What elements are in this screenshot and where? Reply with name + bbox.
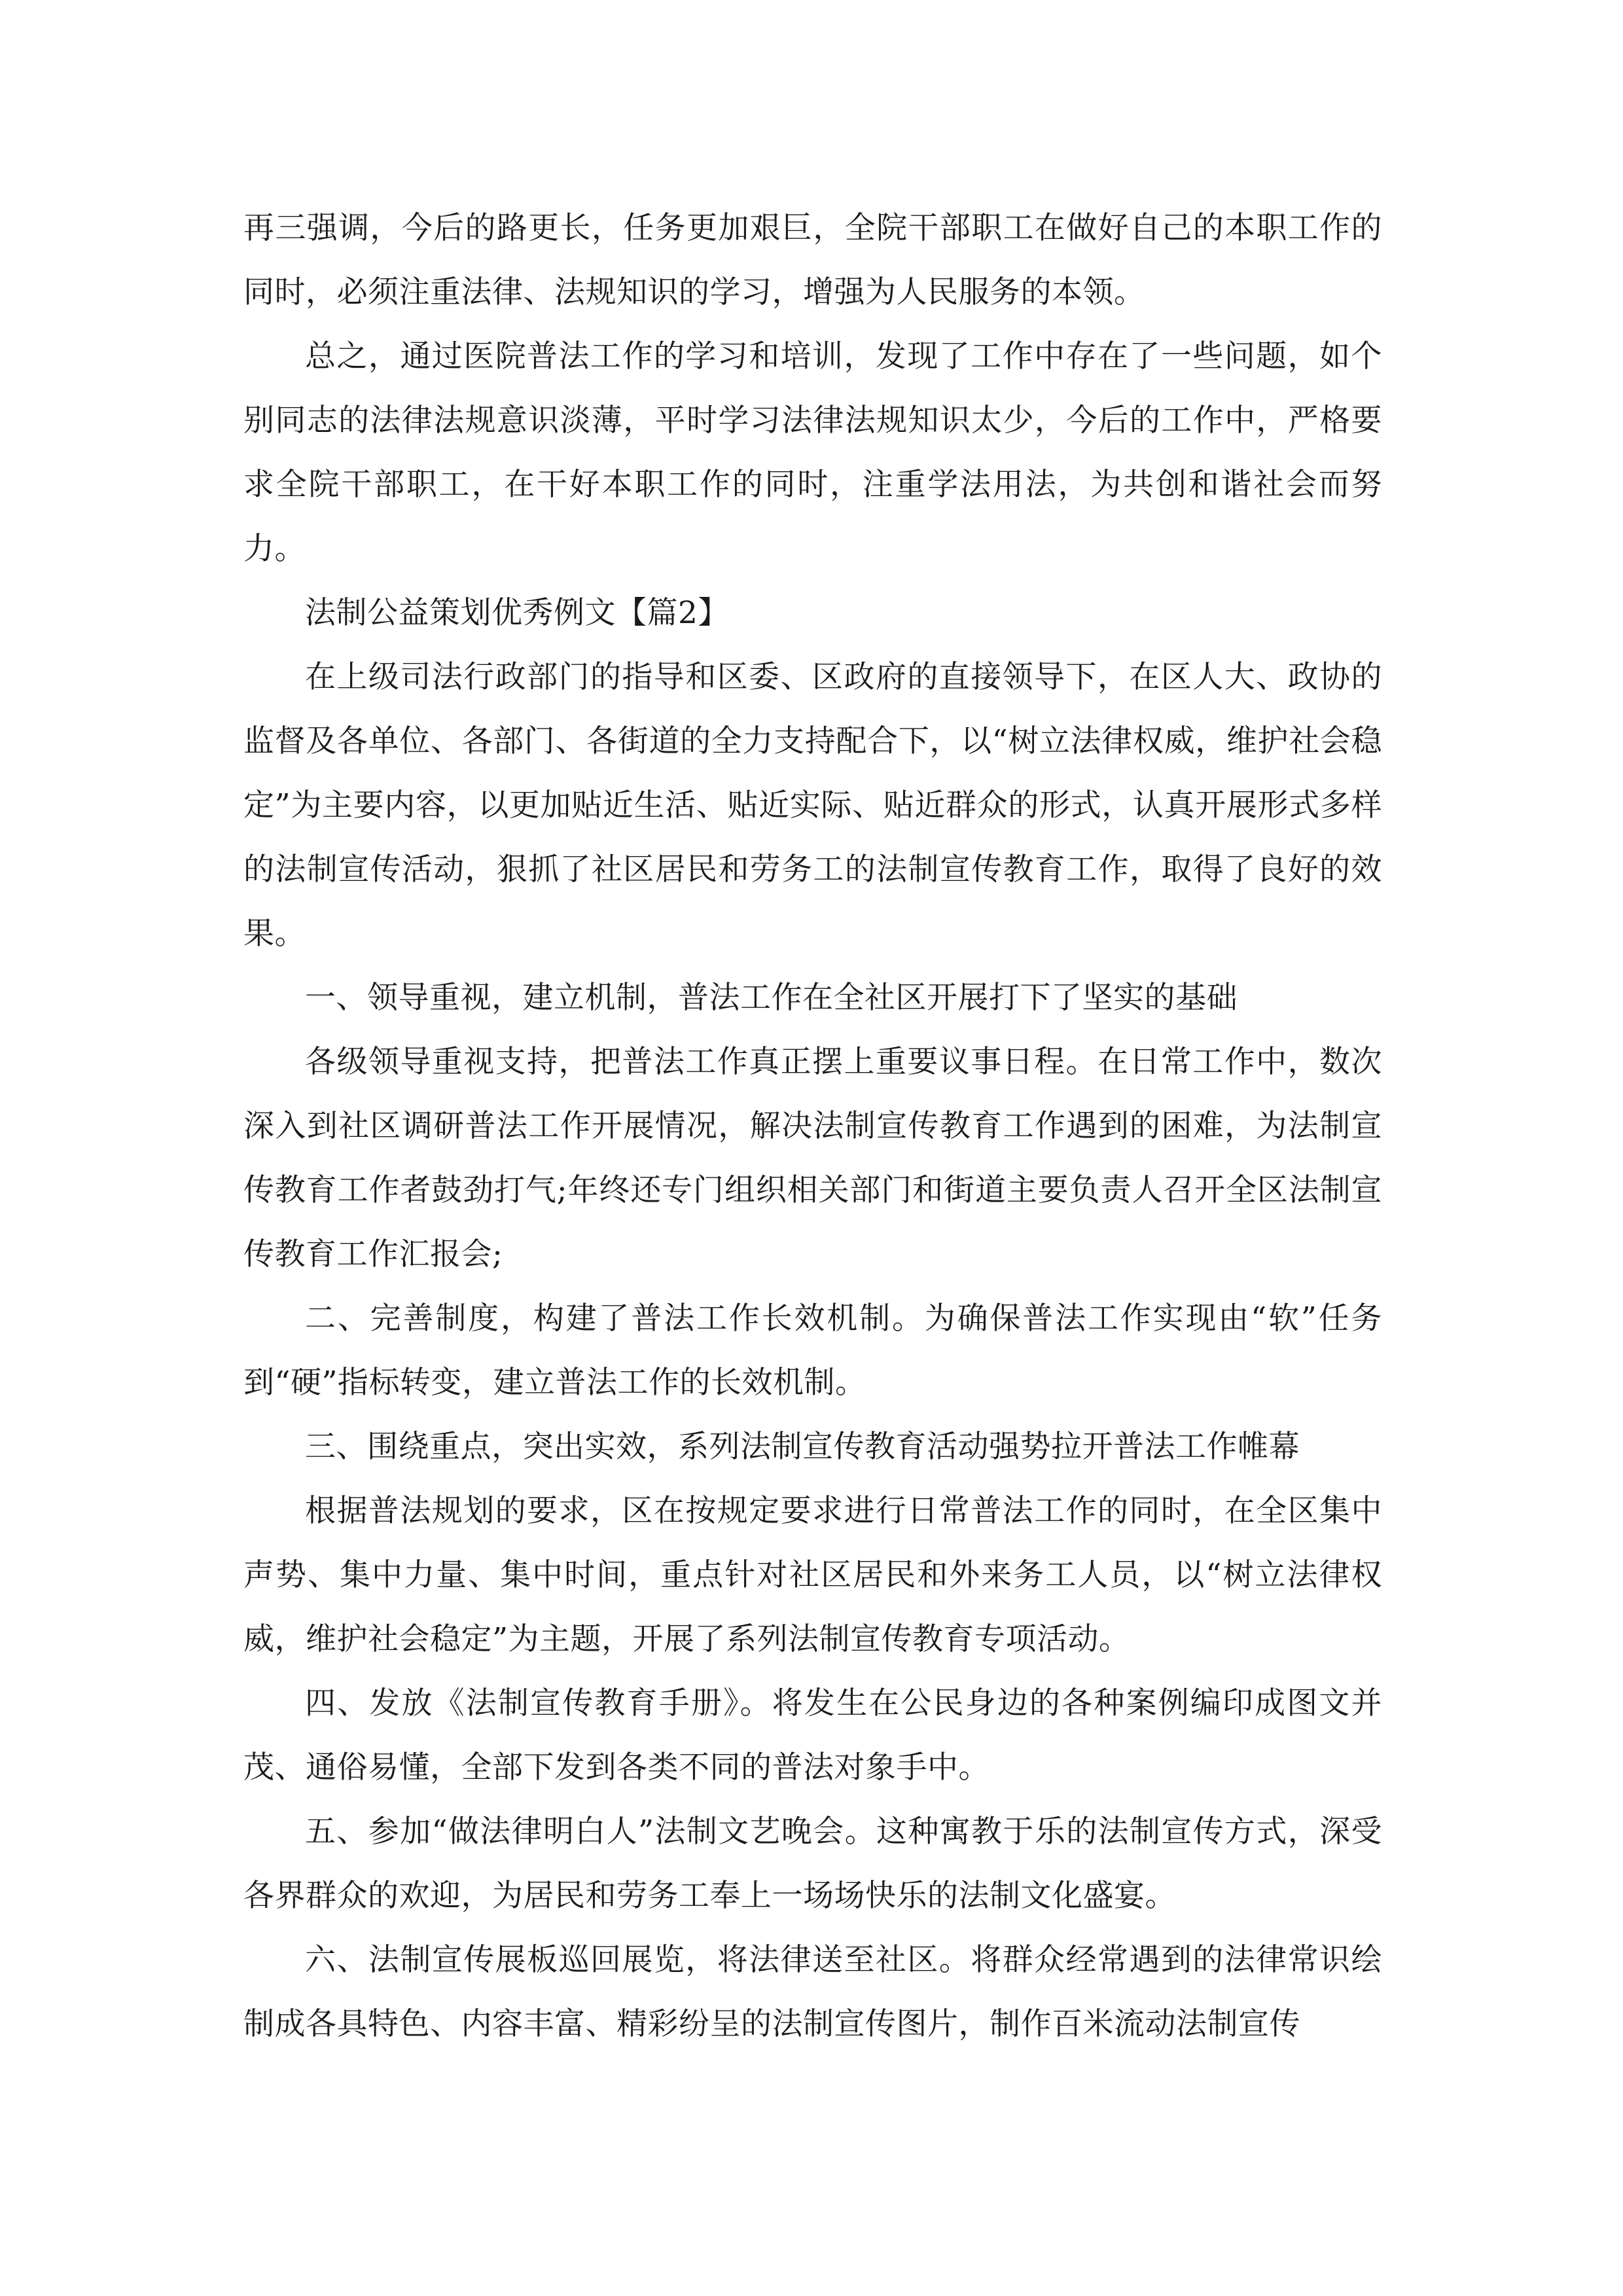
list-item-heading-2: 二、完善制度，构建了普法工作长效机制。为确保普法工作实现由“软”任务到“硬”指标转变，建立普法工作的长效机制。: [243, 1300, 1382, 1401]
list-item-heading-3: 三、围绕重点，突出实效，系列法制宣传教育活动强势拉开普法工作帷幕: [305, 1429, 1300, 1465]
paragraph-body: 各级领导重视支持，把普法工作真正摆上重要议事日程。在日常工作中，数次深入到社区调研普法工作开展情况，解决法制宣传教育工作遇到的困难，为法制宣传教育工作者鼓劲打气;年终还专门组织相关部门和街道主要负责人召开全区法制宣传教育工作汇报会;: [243, 1044, 1382, 1272]
paragraph-summary: 总之，通过医院普法工作的学习和培训，发现了工作中存在了一些问题，如个别同志的法律法规意识淡薄，平时学习法律法规知识太少，今后的工作中，严格要求全院干部职工，在干好本职工作的同时，注重学法用法，为共创和谐社会而努力。: [243, 338, 1382, 567]
list-item-heading-5: 五、参加“做法律明白人”法制文艺晚会。这种寓教于乐的法制宣传方式，深受各界群众的欢迎，为居民和劳务工奉上一场场快乐的法制文化盛宴。: [243, 1814, 1382, 1914]
paragraph-intro: 在上级司法行政部门的指导和区委、区政府的直接领导下，在区人大、政协的监督及各单位、各部门、各街道的全力支持配合下，以“树立法律权威，维护社会稳定”为主要内容，以更加贴近生活、贴近实际、贴近群众的形式，认真开展形式多样的法制宣传活动，狠抓了社区居民和劳务工的法制宣传教育工作，取得了良好的效果。: [243, 659, 1382, 952]
list-item-heading-6: 六、法制宣传展板巡回展览，将法律送至社区。将群众经常遇到的法律常识绘制成各具特色、内容丰富、精彩纷呈的法制宣传图片，制作百米流动法制宣传: [243, 1942, 1382, 2042]
section-heading: 法制公益策划优秀例文【篇2】: [305, 595, 729, 631]
list-item-heading-4: 四、发放《法制宣传教育手册》。将发生在公民身边的各种案例编印成图文并茂、通俗易懂，全部下发到各类不同的普法对象手中。: [243, 1685, 1382, 1785]
list-item-heading-1: 一、领导重视，建立机制，普法工作在全社区开展打下了坚实的基础: [305, 980, 1238, 1016]
document-body: [243, 196, 1382, 2056]
paragraph-body: 根据普法规划的要求，区在按规定要求进行日常普法工作的同时，在全区集中声势、集中力量、集中时间，重点针对社区居民和外来务工人员，以“树立法律权威，维护社会稳定”为主题，开展了系列法制宣传教育专项活动。: [243, 1493, 1382, 1657]
paragraph-continuation: 再三强调，今后的路更长，任务更加艰巨，全院干部职工在做好自己的本职工作的同时，必须注重法律、法规知识的学习，增强为人民服务的本领。: [243, 210, 1382, 310]
